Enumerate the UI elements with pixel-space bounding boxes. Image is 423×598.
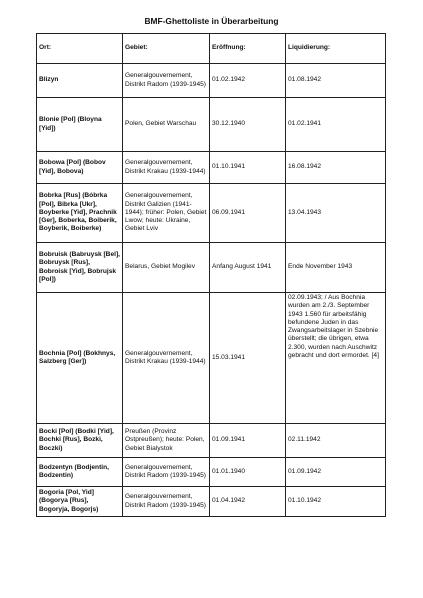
- cell-eroeffnung: 06.09.1941: [210, 184, 286, 243]
- cell-gebiet: Generalgouvernement, Distrikt Galizien (1941-1944); früher: Polen, Gebiet Lwow; heute: Ukraine, Gebiet Lviv: [123, 184, 210, 243]
- table-row: [37, 152, 386, 184]
- cell-eroeffnung: 15.03.1941: [210, 293, 286, 424]
- cell-gebiet: Generalgouvernement, Distrikt Radom (1939-1945): [123, 458, 210, 487]
- cell-liquidierung: 02.11.1942: [286, 424, 386, 458]
- cell-eroeffnung: 01.09.1941: [210, 424, 286, 458]
- table-row: [37, 184, 386, 243]
- cell-eroeffnung: 30.12.1940: [210, 98, 286, 152]
- cell-eroeffnung: 01.04.1942: [210, 487, 286, 517]
- cell-liquidierung: 02.09.1943; / Aus Bochnia wurden am 2./3. September 1943 1.560 für arbeitsfähig befundene Juden in das Zwangsarbeitslager in Szebnie überstellt; die übrigen, etwa 2.300, wurden nach Auschwitz gebracht und dort ermordet. [4]: [286, 293, 386, 424]
- cell-gebiet: Preußen (Provinz Ostpreußen); heute: Polen, Gebiet Bialystok: [123, 424, 210, 458]
- cell-liquidierung: 01.02.1941: [286, 98, 386, 152]
- cell-liquidierung: 01.10.1942: [286, 487, 386, 517]
- cell-ort: Bobowa [Pol] (Bobov [Yid], Bobova): [37, 152, 123, 184]
- cell-gebiet: Polen, Gebiet Warschau: [123, 98, 210, 152]
- cell-ort: Bogoria [Pol, Yid] (Bogorya [Rus], Bogoryja, Bogorjs): [37, 487, 123, 517]
- table-row: [37, 293, 386, 424]
- cell-liquidierung: Ende November 1943: [286, 243, 386, 293]
- cell-eroeffnung: Anfang August 1941: [210, 243, 286, 293]
- cell-gebiet: Generalgouvernement, Distrikt Radom (1939-1945): [123, 487, 210, 517]
- cell-eroeffnung: 01.02.1942: [210, 64, 286, 98]
- cell-ort: Bocki [Pol] (Bodki [Yid], Bochki [Rus], Bozki, Boczki): [37, 424, 123, 458]
- cell-gebiet: Generalgouvernement, Distrikt Krakau (1939-1944): [123, 152, 210, 184]
- table-row: [37, 64, 386, 98]
- header-eroeffnung: Eröffnung:: [210, 34, 286, 64]
- document-title: BMF-Ghettoliste in Überarbeitung: [144, 16, 279, 26]
- header-gebiet: Gebiet:: [123, 34, 210, 64]
- cell-liquidierung: 01.09.1942: [286, 458, 386, 487]
- cell-gebiet: Generalgouvernement, Distrikt Radom (1939-1945): [123, 64, 210, 98]
- table-row: [37, 458, 386, 487]
- header-row: [37, 34, 386, 64]
- cell-gebiet: Belarus, Gebiet Mogilev: [123, 243, 210, 293]
- cell-ort: Bobrka [Rus] (Bóbrka [Pol], Bibrka [Ukr], Boyberke [Yid], Prachnik [Ger], Boberka, Boiberik, Boyberik, Boiberke): [37, 184, 123, 243]
- cell-ort: Bobruisk (Babruysk [Bel], Bobruysk [Rus], Bobroisk [Yid], Bobrujsk [Pol]): [37, 243, 123, 293]
- cell-liquidierung: 13.04.1943: [286, 184, 386, 243]
- cell-liquidierung: 01.08.1942: [286, 64, 386, 98]
- table-row: [37, 98, 386, 152]
- table-row: [37, 243, 386, 293]
- table-row: [37, 487, 386, 517]
- cell-ort: Bodzentyn (Bodjentin, Bodzentin): [37, 458, 123, 487]
- cell-eroeffnung: 01.01.1940: [210, 458, 286, 487]
- header-liquidierung: Liquidierung:: [286, 34, 386, 64]
- table-row: [37, 424, 386, 458]
- cell-liquidierung: 16.08.1942: [286, 152, 386, 184]
- cell-ort: Blizyn: [37, 64, 123, 98]
- header-ort: Ort:: [37, 34, 123, 64]
- ghetto-table: [36, 33, 386, 517]
- cell-eroeffnung: 01.10.1941: [210, 152, 286, 184]
- cell-ort: Blonie [Pol] (Bloyna [Yid]): [37, 98, 123, 152]
- cell-ort: Bochnia [Pol] (Bokhnys, Salzberg [Ger]): [37, 293, 123, 424]
- cell-gebiet: Generalgouvernement, Distrikt Krakau (1939-1944): [123, 293, 210, 424]
